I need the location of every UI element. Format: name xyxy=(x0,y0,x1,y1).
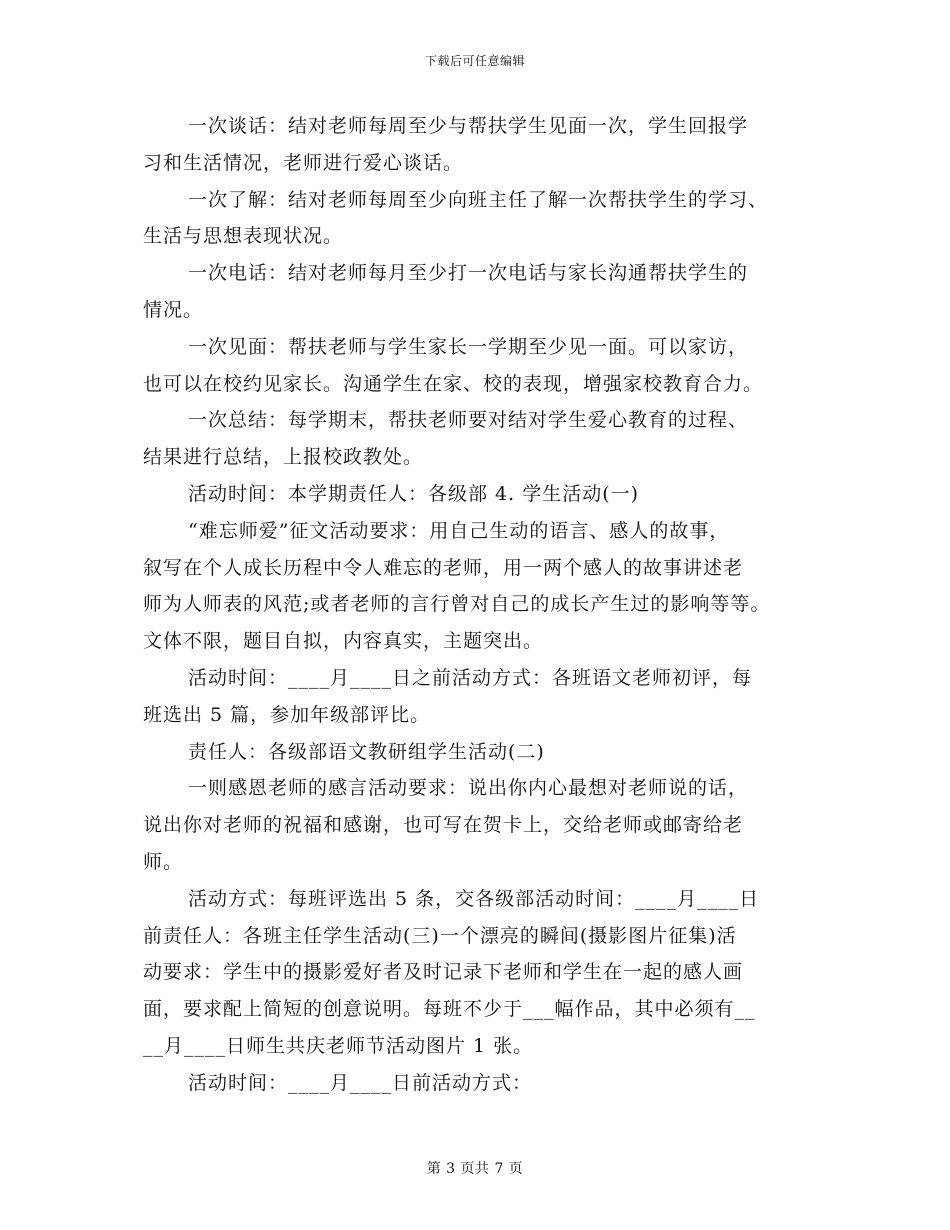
body-line: 师。 xyxy=(143,850,184,873)
body-line: 文体不限，题目自拟，内容真实，主题突出。 xyxy=(143,630,544,653)
body-line: 责任人：各级部语文教研组学生活动(二) xyxy=(188,740,545,763)
body-line: 情况。 xyxy=(143,298,204,321)
body-line: 说出你对老师的祝福和感谢，也可写在贺卡上，交给老师或邮寄给老 xyxy=(143,814,744,837)
body-line: 前责任人：各班主任学生活动(三)一个漂亮的瞬间(摄影图片征集)活 xyxy=(143,924,737,947)
body-line: 习和生活情况，老师进行爱心谈话。 xyxy=(143,151,464,174)
body-line: 一次了解：结对老师每周至少向班主任了解一次帮扶学生的学习、 xyxy=(188,188,769,211)
body-line: 一则感恩老师的感言活动要求：说出你内心最想对老师说的话， xyxy=(188,777,749,800)
body-line: 生活与思想表现状况。 xyxy=(143,225,344,248)
body-line: 结果进行总结，上报校政教处。 xyxy=(143,446,424,469)
body-line: “难忘师爱”征文活动要求：用自己生动的语言、感人的故事， xyxy=(188,519,730,542)
body-line: 一次谈话：结对老师每周至少与帮扶学生见面一次，学生回报学 xyxy=(188,115,749,137)
body-line: 班选出 5 篇，参加年级部评比。 xyxy=(143,703,431,726)
page-header: 下载后可任意编辑 xyxy=(424,54,525,68)
document-body xyxy=(143,108,813,1102)
body-line: 动要求：学生中的摄影爱好者及时记录下老师和学生在一起的感人画 xyxy=(143,961,744,984)
page-footer: 第 3 页共 7 页 xyxy=(426,1161,524,1177)
body-line: 活动方式：每班评选出 5 条，交各级部活动时间：____月____日 xyxy=(188,887,760,910)
body-line: 一次电话：结对老师每月至少打一次电话与家长沟通帮扶学生的 xyxy=(188,262,749,285)
body-line: 活动时间：____月____日之前活动方式：各班语文老师初评，每 xyxy=(188,666,753,689)
body-line: 活动时间：本学期责任人：各级部 4. 学生活动(一) xyxy=(188,482,640,505)
body-line: 面，要求配上简短的创意说明。每班不少于___幅作品，其中必须有__ xyxy=(143,998,756,1021)
body-line: 活动时间：____月____日前活动方式： xyxy=(188,1071,533,1094)
body-line: 一次见面：帮扶老师与学生家长一学期至少见一面。可以家访， xyxy=(188,335,749,358)
body-line: 师为人师表的风范;或者老师的言行曾对自己的成长产生过的影响等等。 xyxy=(143,593,771,616)
body-line: 一次总结：每学期末，帮扶老师要对结对学生爱心教育的过程、 xyxy=(188,409,749,432)
body-line: __月____日师生共庆老师节活动图片 1 张。 xyxy=(143,1034,534,1057)
body-line: 也可以在校约见家长。沟通学生在家、校的表现，增强家校教育合力。 xyxy=(143,372,764,395)
body-line: 叙写在个人成长历程中令人难忘的老师，用一两个感人的故事讲述老 xyxy=(143,556,744,579)
